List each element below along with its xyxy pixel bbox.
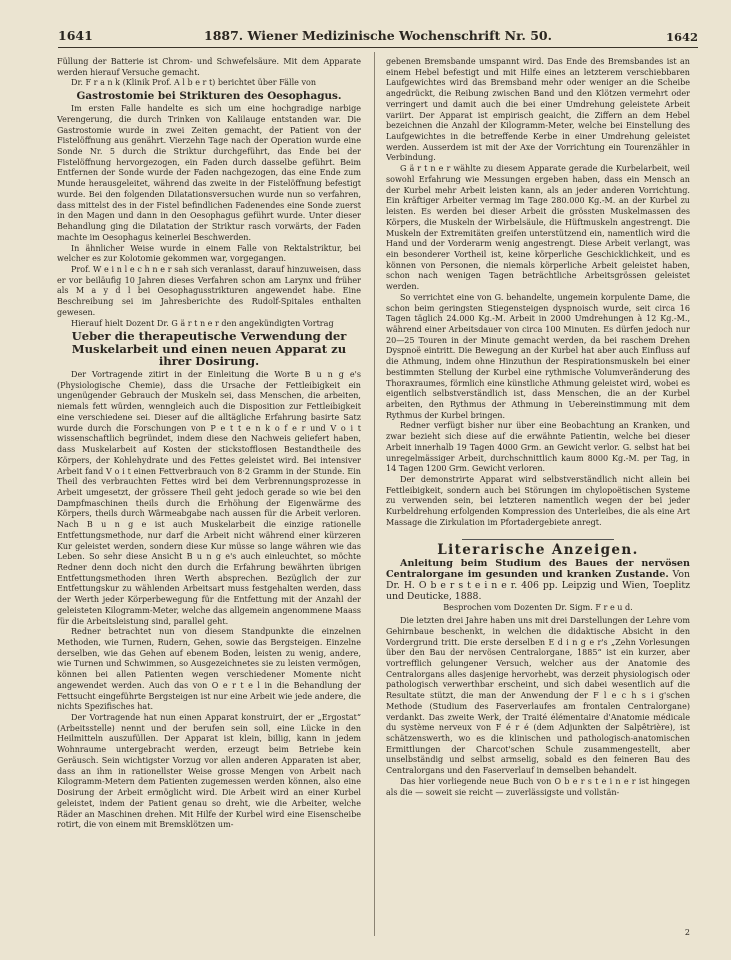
review-book-title: Anleitung beim Studium des Baues der nervösen Centralorgane im gesunden und kranken Zustande. [386,558,690,581]
column-divider [374,52,375,936]
header-rule [58,47,698,48]
paragraph: Prof. W e i n l e c h n e r sah sich veranlasst, darauf hinzuweisen, dass er vor beiläufig 10 Jahren dieses Verfahren schon am Larynx und früher als M a y d l bei Oesophagusstrikturen angewendet habe. Eine Beschreibung sei im Jahresberichte des Rudolf-Spitales enthalten gewesen. [57,264,361,317]
paragraph: Im ersten Falle handelte es sich um eine hochgradige narbige Verengerung, die durch Trinken von Kalilauge entstanden war. Die Gastrostomie wurde in zwei Zeiten gemacht, der Patient von der Fistelöffnung aus genährt. Vierzehn Tage nach der Operation wurde eine Sonde Nr. 5 durch die Striktur durchgeführt, das Ende bei der Fistelöffnung hervorgezogen, ein Faden durch dasselbe geführt. Beim Entfernen der Sonde wurde der Faden nachgezogen, das eine Ende zum Munde herausgeleitet, während das zweite in der Fistelöffnung befestigt wurde. Bei den folgenden Dilatationsversuchen wurde nun so verfahren, dass mittelst des in der Fistel befindlichen Fadenendes eine Sonde zuerst in den Magen und dann in den Oesophagus geführt wurde. Unter dieser Behandlung ging die Dilatation der Striktur rasch vorwärts, der Faden machte im Oesophagus keinerlei Beschwerden. [57,104,361,242]
right-column [386,57,690,952]
paragraph: Der Vortragende hat nun einen Apparat konstruirt, der er „Ergostat“ (Arbeitsstelle) nennt und der berufen sein soll, eine Lücke in den Heilmitteln auszufüllen. Der Apparat ist klein, billig, kann in jedem Wohnraume untergebracht werden, erzeugt beim Betriebe kein Geräusch. Sein wichtigster Vorzug vor allen anderen Apparaten ist aber, dass an ihm in rationellster Weise grosse Mengen von Arbeit nach Kilogramm-Metern dem Patienten zugemessen werden können, also eine Dosirung der Arbeit ermöglicht wird. Die Arbeit wird an einer Kurbel geleistet, indem der Patient genau so dreht, wie die Arbeiter, welche Räder an Maschinen drehen. Mit Hilfe der Kurbel wird eine Eisenscheibe rotirt, die von einem mit Bremsklötzen um- [57,713,361,830]
review-bibliography: Von Dr. H. O b e r s t e i n e r. 406 pp. Leipzig und Wien, Toeplitz und Deuticke, 1888. [386,569,690,603]
page-number-left: 1641 [58,28,93,43]
literature-heading: Literarische Anzeigen. [437,541,639,558]
left-column [57,57,361,952]
paragraph: In ähnlicher Weise wurde in einem Falle von Rektalstriktur, bei welcher es zur Kolotomie gekommen war, vorgegangen. [57,243,361,264]
paragraph: Der demonstrirte Apparat wird selbstverständlich nicht allein bei Fettleibigkeit, sondern auch bei Störungen im chylopoëtischen Systeme zu verwenden sein, bei letzteren namentlich wegen der bei jeder Kurbeldrehung erfolgenden Kompression des Unterleibes, die als eine Art Massage die Zirkulation im Pfortadergebiete anregt. [386,475,690,527]
page-header [58,26,698,48]
paragraph: gebenen Bremsbande umspannt wird. Das Ende des Bremsbandes ist an einem Hebel befestigt und mit Hilfe eines an letzterem verschiebbaren Laufgewichtes wird das Bremsband mehr oder weniger an die Scheibe angedrückt, die Reibung zwischen Band und den Klötzen vermehrt oder verringert und damit auch die bei einer Umdrehung geleistete Arbeit variirt. Der Apparat ist empirisch geaicht, die Ziffern an dem Hebel bezeichnen die Anzahl der Kilogramm-Meter, welche bei Einstellung des Laufgewichtes in die betreffende Kerbe in einer Umdrehung geleistet werden. Ausserdem ist mit der Axe der Vorrichtung ein Tourenzähler in Verbindung. [386,57,690,163]
section-rule [462,539,614,540]
signature-mark: 2 [684,928,690,938]
paragraph: Der Vortragende zitirt in der Einleitung die Worte B u n g e's (Physiologische Chemie), dass die Ursache der Fettleibigkeit ein ungenügender Gebrauch der Muskeln sei, dass Menschen, die arbeiten, niemals fett würden, wenngleich auch die Disposition zur Fettleibigkeit eine verschiedene sei. Dieser auf die alltägliche Erfahrung basirte Satz wurde durch die Forschungen von P e t t e n k o f e r und V o i t wissenschaftlich begründet, indem diese den Nachweis geliefert haben, dass Muskelarbeit auf Kosten der stickstofflosen Bestandtheile des Körpers, der Kohlehydrate und des Fettes geleistet wird. Bei intensiver Arbeit fand V o i t einen Fettverbrauch von 8·2 Gramm in der Stunde. Ein Theil des verbrauchten Fettes wird bei dem Verbrennungsprozesse in Arbeit umgesetzt, der grössere Theil geht jedoch gerade so wie bei den Dampfmaschinen theils durch die Erhöhung der Eigenwärme des Körpers, theils durch Wärmeabgabe nach aussen für die Arbeit verloren. Nach B u n g e ist auch Muskelarbeit die einzige rationelle Entfettungsmethode, nur darf die Arbeit nicht während einer kürzeren Kur geleistet werden, sondern diese Kur müsse so lange währen wie das Leben. So sehr diese Ansicht B u n g e's auch einleuchtet, so möchte Redner denn doch nicht den durch die Erfahrung bewährten übrigen Entfettungsmethoden ihren Werth absprechen. Bezüglich der zur Entfettungskur zu wählenden Arbeitsart muss festgehalten werden, dass der Werth jeder Körperbewegung für die Entfettung mit der Anzahl der geleisteten Kilogramm-Meter, welche das allgemein angenommene Maass für die Arbeitsleistung sind, parallel geht. [57,370,361,626]
review-citation [386,558,690,602]
paragraph: Redner verfügt bisher nur über eine Beobachtung an Kranken, und zwar bezieht sich diese auf die erwähnte Patientin, welche bei dieser Arbeit innerhalb 19 Tagen 4000 Grm. an Gewicht verlor. G. selbst hat bei unregelmässiger Arbeit, durchschnittlich kaum 8000 Kg.-M. per Tag, in 14 Tagen 1200 Grm. Gewicht verloren. [386,421,690,474]
page-number-right: 1642 [665,30,698,44]
lecture-title: Ueber die therapeutische Verwendung der Muskelarbeit und einen neuen Apparat zu ihrer Dosirung. [71,329,347,369]
paragraph: Dr. F r a n k (Klinik Prof. A l b e r t) berichtet über Fälle von [71,78,317,88]
paragraph: Redner betrachtet nun von diesem Standpunkte die einzelnen Methoden, wie Turnen, Rudern, Gehen, sowie das Bergsteigen. Einzelne derselben, wie das Gehen auf ebenem Boden, leisten zu wenig, andere, wie Turnen und Schwimmen, so Ausgezeichnetes sie zu leisten vermögen, können bei allen Patienten wegen verschiedener Momente nicht angewendet werden. Auch das von O e r t e l in die Behandlung der Fettsucht eingeführte Bergsteigen ist nur eine Arbeit wie jede andere, die nichts Spezifisches hat. [57,627,361,712]
section-title: Gastrostomie bei Strikturen des Oesophagus. [76,90,342,103]
paragraph: So verrichtet eine von G. behandelte, ungemein korpulente Dame, die schon beim geringsten Stiegensteigen dyspnoisch wurde, seit circa 16 Tagen täglich 24.000 Kg.-M. Arbeit in 2000 Umdrehungen à 12 Kg.-M., während einer Arbeitsdauer von circa 100 Minuten. Es dürfen jedoch nur 20—25 Touren in der Minute gemacht werden, da bei raschem Drehen Dyspnoë eintritt. Die Bewegung an der Kurbel hat aber auch Einfluss auf die Athmung, indem ohne Hinzuthun der Respirationsmuskeln bei einer bestimmten Stellung der Kurbel eine rythmische Volumveränderung des Thoraxraumes, förmlich eine künstliche Athmung geleistet wird, wobei es eigentlich selbstverständlich ist, dass Menschen, die an der Kurbel arbeiten, den Rythmus der Athmung in Uebereinstimmung mit dem Rythmus der Kurbel bringen. [386,292,690,420]
paragraph: Die letzten drei Jahre haben uns mit drei Darstellungen der Lehre vom Gehirnbaue beschenkt, in welchen die didaktische Absicht in den Vordergrund tritt. Die erste derselben E d i n g e r's „Zehn Vorlesungen über den Bau der nervösen Centralorgane, 1885“ ist ein kurzer, aber vortrefflich gelungener Versuch, welcher aus der Anatomie des Centralorgans alles dasjenige hervorhebt, was derzeit physiologisch oder pathologisch verwerthbar erscheint, und sich dabei wesentlich auf die Resultate stützt, die man der Anwendung der F l e c h s i g'schen Methode (Studium des Faserverlaufes am frontalen Centralorgane) verdankt. Das zweite Werk, der Traité élémentaire d'Anatomie médicale du système nerveux von F é r é (dem Adjunkten der Salpêtrière), ist schätzenswerth, wo es die klinischen und pathologisch-anatomischen Ermittlungen der Charcot'schen Schule zusammengestellt, aber unselbständig und selbst armselig, sobald es den feineren Bau des Centralorgans und den Faserverlauf in demselben behandelt. [386,616,690,776]
journal-title: 1887. Wiener Medizinische Wochenschrift Nr. 50. [204,28,552,43]
reviewer-line: Besprochen vom Dozenten Dr. Sigm. F r e u d. [443,603,633,613]
paragraph: Füllung der Batterie ist Chrom- und Schwefelsäure. Mit dem Apparate werden hierauf Versuche gemacht. [57,57,361,77]
paragraph: G ä r t n e r wählte zu diesem Apparate gerade die Kurbelarbeit, weil sowohl Erfahrung wie Messungen ergeben haben, dass ein Mensch an der Kurbel mehr Arbeit leisten kann, als an jeder anderen Vorrichtung. Ein kräftiger Arbeiter vermag im Tage 280.000 Kg.-M. an der Kurbel zu leisten. Es werden bei dieser Arbeit die grössten Muskelmassen des Körpers, die Muskeln der Wirbelsäule, die Hüftmuskeln angestrengt. Die Muskeln der Extremitäten greifen unterstützend ein, namentlich wird die Hand und der Vorderarm wenig angestrengt. Diese Arbeit verlangt, was ein besonderer Vortheil ist, keine körperliche Geschicklichkeit, und es können von Personen, die niemals körperliche Arbeit geleistet haben, schon nach wenigen Tagen beträchtliche Arbeitsgrössen geleistet werden. [386,164,690,292]
paragraph: Hierauf hielt Dozent Dr. G ä r t n e r den angekündigten Vortrag [71,318,334,328]
paragraph: Das hier vorliegende neue Buch von O b e r s t e i n e r ist hingegen als die — soweit sie reicht — zuverlässigste und vollstän- [386,776,690,797]
